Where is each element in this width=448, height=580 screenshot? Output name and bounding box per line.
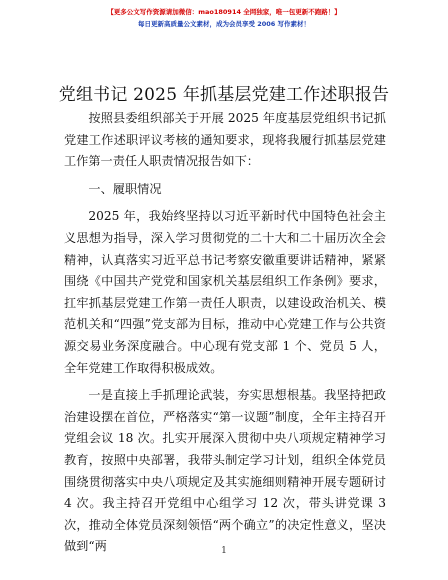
body-paragraph: 2025 年，我始终坚持以习近平新时代中国特色社会主义思想为指导，深入学习贯彻党的二十大和二十届历次全会精神，认真落实习近平总书记考察安徽重要讲话精神，紧紧围绕《中国共产党党和国家机关基层组织工作条例》要求，扛牢抓基层党建工作第一责任人职责，以建设政治机关、模范机关和“四强”党支部为目标，推动中心党建工作与公共资源交易业务深度融合。中心现有党支部 1 个、党员 5 人，全年党建工作取得积极成效。	[64, 209, 386, 375]
body-paragraph: 一是直接上手抓理论武装，夯实思想根基。我坚持把政治建设摆在首位，严格落实“第一议题”制度，全年主持召开党组会议 18 次。扎实开展深入贯彻中央八项规定精神学习教育，按照中央部署，我带头制定学习计划，组织全体党员围绕贯彻落实中央八项规定及其实施细则精神开展专题研讨 4 次。我主持召开党组中心组学习 12 次，带头讲党课 3 次，推动全体党员深刻领悟“两个确立”的决定性意义，坚决做到“两	[64, 388, 386, 554]
page-number: 1	[221, 546, 227, 556]
document-title: 党组书记 2025 年抓基层党建工作述职报告	[58, 85, 390, 105]
document-body	[64, 108, 386, 558]
promo-banner	[0, 6, 448, 30]
promo-line-1: 【更多公文写作资源请加微信：mao180914 全网独家，唯一包更新不跑路！】	[107, 8, 341, 16]
intro-paragraph: 按照县委组织部关于开展 2025 年度基层党组织书记抓党建工作述职评议考核的通知要求，现将我履行抓基层党建工作第一责任人职责情况报告如下：	[64, 111, 386, 169]
promo-line-2: 每日更新高质量公文素材，成为会员享受 2006 写作素材！	[137, 20, 311, 28]
section-heading: 一、履职情况	[88, 181, 162, 196]
